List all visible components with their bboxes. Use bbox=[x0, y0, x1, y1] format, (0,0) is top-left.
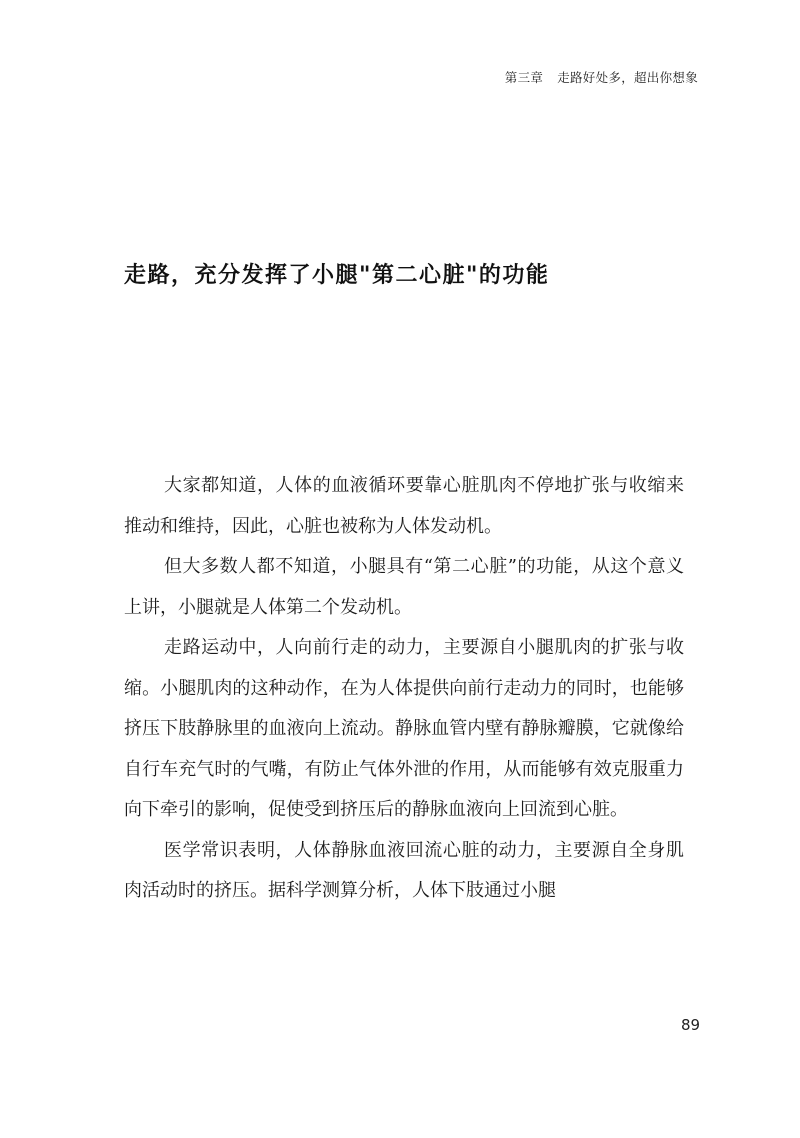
chapter-title: 走路好处多，超出你想象 bbox=[557, 70, 698, 85]
body-text bbox=[124, 466, 684, 912]
paragraph: 医学常识表明，人体静脉血液回流心脏的动力，主要源自全身肌肉活动时的挤压。据科学测算分析，人体下肢通过小腿 bbox=[124, 839, 684, 901]
section-title: 走路，充分发挥了小腿"第二心脏"的功能 bbox=[124, 263, 550, 288]
paragraph: 走路运动中，人向前行走的动力，主要源自小腿肌肉的扩张与收缩。小腿肌肉的这种动作，在为人体提供向前行走动力的同时，也能够挤压下肢静脉里的血液向上流动。静脉血管内壁有静脉瓣膜，它就像给自行车充气时的气嘴，有防止气体外泄的作用，从而能够有效克服重力向下牵引的影响，促使受到挤压后的静脉血液向上回流到心脏。 bbox=[124, 637, 684, 820]
paragraph: 大家都知道，人体的血液循环要靠心脏肌肉不停地扩张与收缩来推动和维持，因此，心脏也被称为人体发动机。 bbox=[124, 475, 684, 537]
paragraph: 但大多数人都不知道，小腿具有“第二心脏”的功能，从这个意义上讲，小腿就是人体第二个发动机。 bbox=[124, 556, 684, 618]
chapter-number: 第三章 bbox=[504, 70, 544, 85]
page-number: 89 bbox=[681, 1016, 701, 1034]
running-header bbox=[505, 68, 698, 86]
